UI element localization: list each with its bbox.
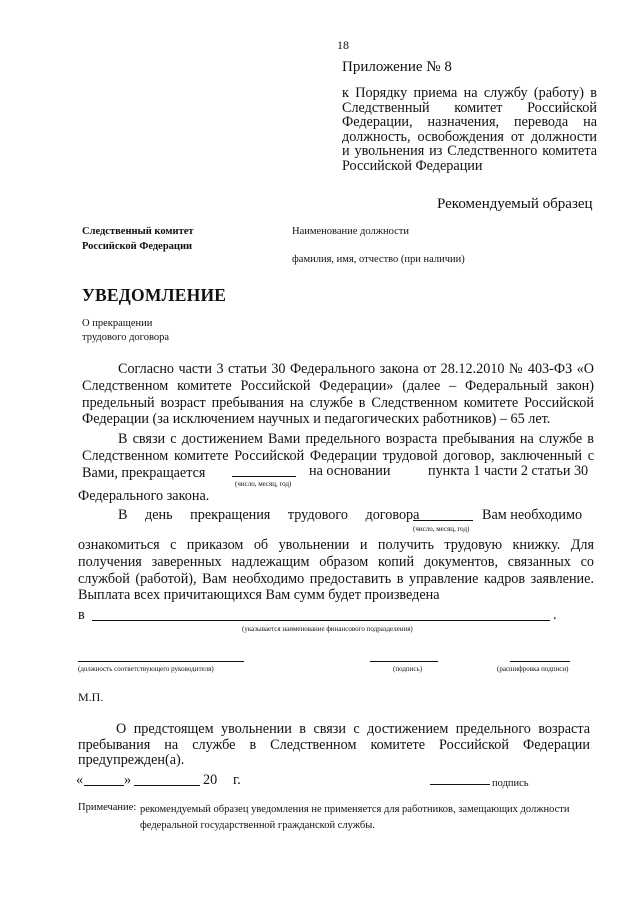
finance-unit-caption: (указывается наименование финансового подразделения): [242, 625, 413, 633]
signature-caption: (подпись): [393, 665, 423, 673]
paragraph-3-in: в: [78, 607, 85, 623]
paragraph-3-end: Вам необходимо: [482, 507, 583, 523]
year-prefix: 20: [203, 772, 218, 788]
finance-unit-line[interactable]: [92, 620, 550, 621]
quote-open: «: [76, 772, 84, 788]
dismissal-day-blank[interactable]: [413, 507, 473, 521]
appendix-text: к Порядку приема на службу (работу) в Следственный комитет Российской Федерации, назначения, перевода на должность, освобождения от должности и увольнения из Следственного комитета Российской Федерации: [342, 85, 597, 174]
head-position-line[interactable]: [78, 661, 244, 662]
paragraph-2-last: Федерального закона.: [78, 488, 210, 504]
paragraph-3-rest: ознакомиться с приказом об увольнении и получить трудовую книжку. Для получения заверенных надлежащим образом копий документов, связанных со службой (работой), Вам необходимо предоставить в управление кадров заявление. Выплата всех причитающихся Вам сумм будет произведена: [78, 537, 594, 604]
paragraph-1: Согласно части 3 статьи 30 Федерального закона от 28.12.2010 № 403-ФЗ «О Следственном комитете Российской Федерации» (далее – Федеральный закон) предельный возраст пребывания на службе в Следственном комитете Российской Федерации (за исключением научных и педагогических работников) – 65 лет.: [82, 361, 594, 428]
subject-line-2: трудового договора: [82, 332, 169, 343]
notice-title: УВЕДОМЛЕНИЕ: [82, 285, 227, 305]
subject-line-1: О прекращении: [82, 318, 153, 329]
name-label: фамилия, имя, отчество (при наличии): [292, 254, 465, 265]
quote-close: »: [124, 772, 132, 788]
position-label: Наименование должности: [292, 226, 409, 237]
dismissal-day-caption: (число, месяц, год): [413, 525, 470, 533]
month-blank[interactable]: [134, 772, 200, 786]
appendix-title: Приложение № 8: [342, 59, 452, 75]
year-suffix: г.: [233, 772, 241, 788]
org-line-2: Российской Федерации: [82, 241, 193, 252]
sample-label: Рекомендуемый образец: [437, 196, 593, 212]
paragraph-3-start: В день прекращения трудового договора: [118, 507, 420, 523]
paragraph-3-dot: .: [553, 607, 557, 623]
stamp-label: М.П.: [78, 690, 104, 704]
note-label: Примечание:: [78, 802, 137, 813]
termination-date-caption: (число, месяц, год): [235, 480, 292, 488]
paragraph-2-basis: на основании: [309, 463, 391, 479]
day-blank[interactable]: [84, 772, 124, 786]
decode-caption: (расшифровка подписи): [497, 665, 569, 673]
signature-line[interactable]: [370, 661, 438, 662]
paragraph-2-clause: пункта 1 части 2 статьи 30: [428, 463, 589, 479]
head-position-caption: (должность соответствующего руководителя): [78, 665, 214, 673]
acknowledgement-text: О предстоящем увольнении в связи с достижением предельного возраста пребывания на службе в Следственном комитете Российской Федерации предупрежден(а).: [78, 721, 590, 768]
organization-name: [82, 224, 194, 254]
note-text: рекомендуемый образец уведомления не применяется для работников, замещающих должности федеральной государственной гражданской службы.: [140, 804, 570, 831]
employee-signature-line[interactable]: [430, 784, 490, 785]
notice-subject: [82, 317, 169, 345]
termination-date-blank[interactable]: [232, 463, 296, 477]
page-number: 18: [337, 38, 349, 52]
paragraph-2-start: В связи с достижением Вами предельного возраста пребывания на службе в Следственном комитете Российской Федерации трудовой договор, заключенный с Вами, прекращается: [82, 431, 594, 481]
decode-line[interactable]: [510, 661, 570, 662]
org-line-1: Следственный комитет: [82, 226, 194, 237]
employee-signature-label: подпись: [492, 778, 529, 789]
